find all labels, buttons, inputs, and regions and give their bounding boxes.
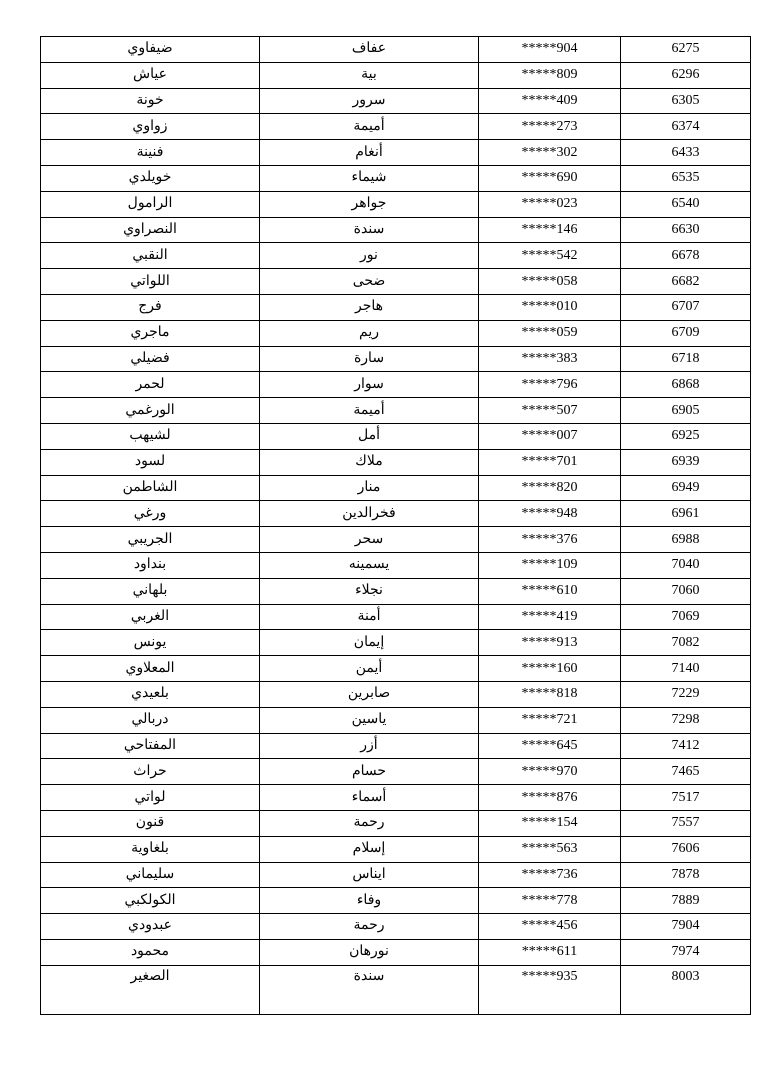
- last-name-cell: فنينة: [41, 140, 260, 166]
- registration-number-cell: 6718: [621, 346, 751, 372]
- first-name-cell: إسلام: [260, 836, 479, 862]
- last-name-cell: عياش: [41, 62, 260, 88]
- first-name-cell: صابرين: [260, 681, 479, 707]
- table-row: [41, 939, 751, 965]
- id-number-cell: *****904: [479, 37, 621, 63]
- registration-number-cell: 6961: [621, 501, 751, 527]
- registration-number-cell: 6630: [621, 217, 751, 243]
- last-name-cell: حراث: [41, 759, 260, 785]
- first-name-cell: أميمة: [260, 398, 479, 424]
- registration-number-cell: 7889: [621, 888, 751, 914]
- id-number-cell: *****948: [479, 501, 621, 527]
- registration-number-cell: 6535: [621, 165, 751, 191]
- id-number-cell: *****023: [479, 191, 621, 217]
- first-name-cell: أمل: [260, 423, 479, 449]
- registration-number-cell: 7082: [621, 630, 751, 656]
- first-name-cell: نور: [260, 243, 479, 269]
- first-name-cell: رحمة: [260, 810, 479, 836]
- last-name-cell: دربالي: [41, 707, 260, 733]
- registration-number-cell: 6709: [621, 320, 751, 346]
- id-number-cell: *****645: [479, 733, 621, 759]
- first-name-cell: ضحى: [260, 269, 479, 295]
- last-name-cell: يونس: [41, 630, 260, 656]
- first-name-cell: سندة: [260, 217, 479, 243]
- last-name-cell: ضيفاوي: [41, 37, 260, 63]
- registration-number-cell: 7140: [621, 656, 751, 682]
- id-number-cell: *****721: [479, 707, 621, 733]
- last-name-cell: الصغير: [41, 965, 260, 1014]
- id-number-cell: *****376: [479, 527, 621, 553]
- registration-number-cell: 8003: [621, 965, 751, 1014]
- table-row: [41, 269, 751, 295]
- last-name-cell: لواتي: [41, 785, 260, 811]
- first-name-cell: شيماء: [260, 165, 479, 191]
- id-number-cell: *****778: [479, 888, 621, 914]
- registration-number-cell: 7069: [621, 604, 751, 630]
- last-name-cell: فرج: [41, 294, 260, 320]
- first-name-cell: بية: [260, 62, 479, 88]
- last-name-cell: الجريبي: [41, 527, 260, 553]
- id-number-cell: *****690: [479, 165, 621, 191]
- last-name-cell: محمود: [41, 939, 260, 965]
- last-name-cell: بلهاني: [41, 578, 260, 604]
- first-name-cell: أمنة: [260, 604, 479, 630]
- first-name-cell: إيمان: [260, 630, 479, 656]
- first-name-cell: حسام: [260, 759, 479, 785]
- last-name-cell: بلغاوية: [41, 836, 260, 862]
- last-name-cell: ورغي: [41, 501, 260, 527]
- registration-number-cell: 6305: [621, 88, 751, 114]
- id-number-cell: *****273: [479, 114, 621, 140]
- registration-number-cell: 7904: [621, 914, 751, 940]
- id-number-cell: *****796: [479, 372, 621, 398]
- first-name-cell: أزر: [260, 733, 479, 759]
- registration-number-cell: 6678: [621, 243, 751, 269]
- last-name-cell: خونة: [41, 88, 260, 114]
- first-name-cell: ملاك: [260, 449, 479, 475]
- id-number-cell: *****611: [479, 939, 621, 965]
- table-row: [41, 552, 751, 578]
- id-number-cell: *****970: [479, 759, 621, 785]
- table-row: [41, 114, 751, 140]
- first-name-cell: فخرالدين: [260, 501, 479, 527]
- last-name-cell: الشاطمن: [41, 475, 260, 501]
- id-number-cell: *****456: [479, 914, 621, 940]
- table-row: [41, 294, 751, 320]
- table-row: [41, 656, 751, 682]
- id-number-cell: *****160: [479, 656, 621, 682]
- first-name-cell: نورهان: [260, 939, 479, 965]
- last-name-cell: بنداود: [41, 552, 260, 578]
- last-name-cell: لحمر: [41, 372, 260, 398]
- id-number-cell: *****507: [479, 398, 621, 424]
- first-name-cell: سارة: [260, 346, 479, 372]
- last-name-cell: عبدودي: [41, 914, 260, 940]
- first-name-cell: سندة: [260, 965, 479, 1014]
- registration-number-cell: 6868: [621, 372, 751, 398]
- last-name-cell: فضيلي: [41, 346, 260, 372]
- registration-number-cell: 6905: [621, 398, 751, 424]
- id-number-cell: *****809: [479, 62, 621, 88]
- registration-number-cell: 7465: [621, 759, 751, 785]
- id-number-cell: *****913: [479, 630, 621, 656]
- table-row: [41, 759, 751, 785]
- id-number-cell: *****935: [479, 965, 621, 1014]
- id-number-cell: *****701: [479, 449, 621, 475]
- id-number-cell: *****820: [479, 475, 621, 501]
- registration-number-cell: 7606: [621, 836, 751, 862]
- last-name-cell: قنون: [41, 810, 260, 836]
- registration-number-cell: 7229: [621, 681, 751, 707]
- first-name-cell: أنغام: [260, 140, 479, 166]
- table-row: [41, 88, 751, 114]
- id-number-cell: *****146: [479, 217, 621, 243]
- registration-number-cell: 6540: [621, 191, 751, 217]
- id-number-cell: *****302: [479, 140, 621, 166]
- table-row: [41, 423, 751, 449]
- last-name-cell: لشيهب: [41, 423, 260, 449]
- table-row: [41, 630, 751, 656]
- registration-number-cell: 7412: [621, 733, 751, 759]
- table-row: [41, 707, 751, 733]
- table-row: [41, 785, 751, 811]
- table-row: [41, 604, 751, 630]
- last-name-cell: لسود: [41, 449, 260, 475]
- last-name-cell: اللواتي: [41, 269, 260, 295]
- table-row: [41, 320, 751, 346]
- last-name-cell: الرامول: [41, 191, 260, 217]
- id-number-cell: *****383: [479, 346, 621, 372]
- roster-table: [40, 36, 751, 1015]
- last-name-cell: زواوي: [41, 114, 260, 140]
- id-number-cell: *****542: [479, 243, 621, 269]
- last-name-cell: سليماني: [41, 862, 260, 888]
- document-page: [40, 36, 750, 1015]
- id-number-cell: *****007: [479, 423, 621, 449]
- table-row: [41, 372, 751, 398]
- table-row: [41, 681, 751, 707]
- table-row: [41, 965, 751, 1014]
- table-row: [41, 501, 751, 527]
- first-name-cell: ريم: [260, 320, 479, 346]
- id-number-cell: *****563: [479, 836, 621, 862]
- first-name-cell: عفاف: [260, 37, 479, 63]
- table-row: [41, 62, 751, 88]
- last-name-cell: النصراوي: [41, 217, 260, 243]
- table-row: [41, 914, 751, 940]
- table-row: [41, 862, 751, 888]
- table-row: [41, 191, 751, 217]
- table-row: [41, 527, 751, 553]
- id-number-cell: *****409: [479, 88, 621, 114]
- registration-number-cell: 7557: [621, 810, 751, 836]
- table-row: [41, 398, 751, 424]
- table-row: [41, 578, 751, 604]
- registration-number-cell: 6925: [621, 423, 751, 449]
- first-name-cell: هاجر: [260, 294, 479, 320]
- first-name-cell: ايناس: [260, 862, 479, 888]
- id-number-cell: *****876: [479, 785, 621, 811]
- first-name-cell: نجلاء: [260, 578, 479, 604]
- last-name-cell: الورغمي: [41, 398, 260, 424]
- registration-number-cell: 7060: [621, 578, 751, 604]
- first-name-cell: سوار: [260, 372, 479, 398]
- table-row: [41, 475, 751, 501]
- last-name-cell: الغربي: [41, 604, 260, 630]
- last-name-cell: الكولكبي: [41, 888, 260, 914]
- first-name-cell: ياسين: [260, 707, 479, 733]
- table-row: [41, 37, 751, 63]
- table-row: [41, 140, 751, 166]
- id-number-cell: *****419: [479, 604, 621, 630]
- first-name-cell: أسماء: [260, 785, 479, 811]
- registration-number-cell: 6949: [621, 475, 751, 501]
- registration-number-cell: 6275: [621, 37, 751, 63]
- registration-number-cell: 6374: [621, 114, 751, 140]
- registration-number-cell: 7040: [621, 552, 751, 578]
- id-number-cell: *****736: [479, 862, 621, 888]
- table-row: [41, 449, 751, 475]
- first-name-cell: منار: [260, 475, 479, 501]
- table-row: [41, 217, 751, 243]
- id-number-cell: *****154: [479, 810, 621, 836]
- id-number-cell: *****818: [479, 681, 621, 707]
- first-name-cell: رحمة: [260, 914, 479, 940]
- registration-number-cell: 6939: [621, 449, 751, 475]
- last-name-cell: خويلدي: [41, 165, 260, 191]
- registration-number-cell: 6682: [621, 269, 751, 295]
- registration-number-cell: 6707: [621, 294, 751, 320]
- id-number-cell: *****109: [479, 552, 621, 578]
- table-row: [41, 243, 751, 269]
- id-number-cell: *****059: [479, 320, 621, 346]
- id-number-cell: *****010: [479, 294, 621, 320]
- table-row: [41, 888, 751, 914]
- registration-number-cell: 6433: [621, 140, 751, 166]
- id-number-cell: *****058: [479, 269, 621, 295]
- roster-table-body: [41, 37, 751, 1015]
- registration-number-cell: 6988: [621, 527, 751, 553]
- registration-number-cell: 7517: [621, 785, 751, 811]
- table-row: [41, 733, 751, 759]
- first-name-cell: وفاء: [260, 888, 479, 914]
- last-name-cell: النقبي: [41, 243, 260, 269]
- last-name-cell: المعلاوي: [41, 656, 260, 682]
- last-name-cell: بلعيدي: [41, 681, 260, 707]
- last-name-cell: المفتاحي: [41, 733, 260, 759]
- table-row: [41, 165, 751, 191]
- table-row: [41, 810, 751, 836]
- first-name-cell: سرور: [260, 88, 479, 114]
- table-row: [41, 836, 751, 862]
- first-name-cell: أيمن: [260, 656, 479, 682]
- first-name-cell: يسمينه: [260, 552, 479, 578]
- last-name-cell: ماجري: [41, 320, 260, 346]
- first-name-cell: أميمة: [260, 114, 479, 140]
- registration-number-cell: 6296: [621, 62, 751, 88]
- first-name-cell: سحر: [260, 527, 479, 553]
- first-name-cell: جواهر: [260, 191, 479, 217]
- table-row: [41, 346, 751, 372]
- registration-number-cell: 7298: [621, 707, 751, 733]
- registration-number-cell: 7878: [621, 862, 751, 888]
- registration-number-cell: 7974: [621, 939, 751, 965]
- id-number-cell: *****610: [479, 578, 621, 604]
